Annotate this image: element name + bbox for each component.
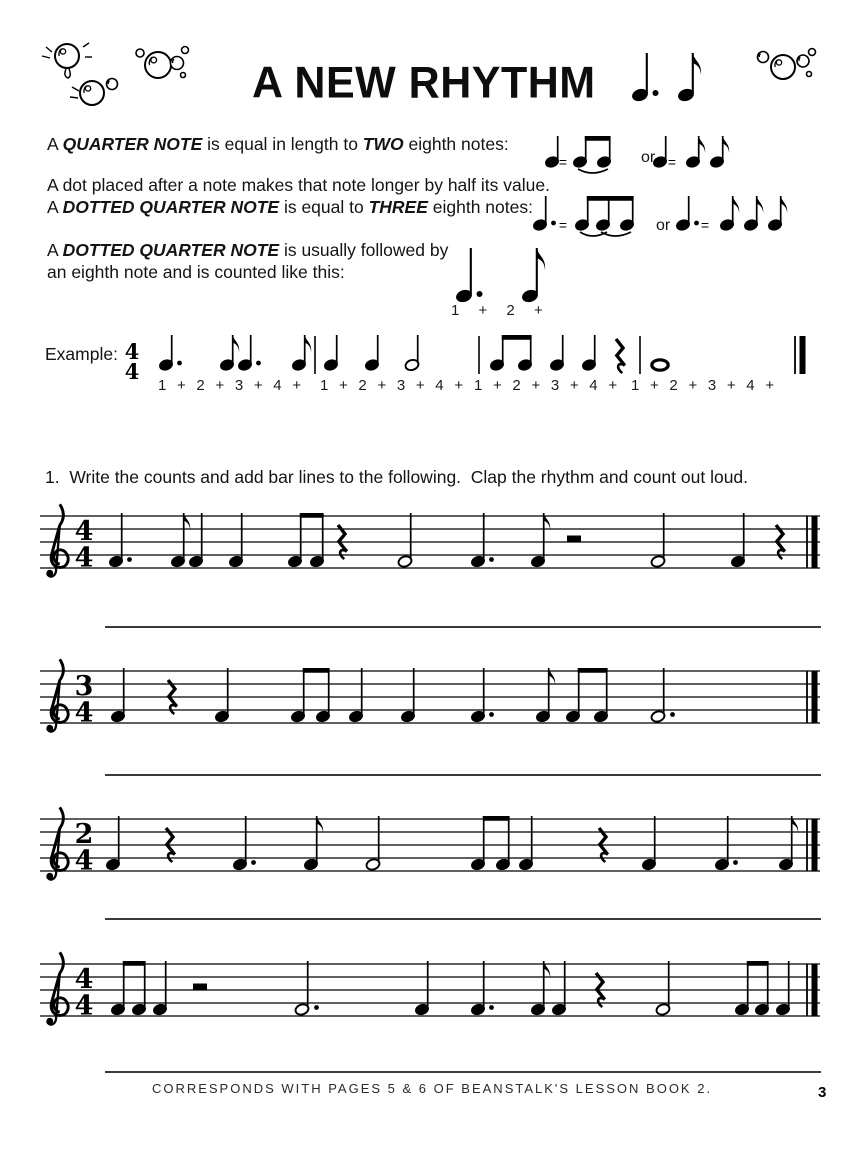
rhythm-staff-1 bbox=[36, 496, 836, 588]
dot-rule-line: A dot placed after a note makes that note longer by half its value. bbox=[47, 175, 550, 195]
svg-text:4: 4 bbox=[124, 359, 140, 384]
bubbles-right-icon bbox=[748, 44, 833, 89]
answer-line-4 bbox=[105, 1071, 821, 1073]
counting-rule-line2: an eighth note and is counted like this: bbox=[47, 261, 345, 282]
svg-text:4: 4 bbox=[74, 516, 94, 547]
svg-text:4: 4 bbox=[74, 697, 94, 729]
answer-line-3 bbox=[105, 918, 821, 920]
page-title: A NEW RHYTHM bbox=[252, 58, 596, 108]
text-segment-bold: TWO bbox=[362, 134, 404, 154]
counting-rule-text bbox=[47, 240, 448, 283]
svg-text:=: = bbox=[558, 154, 568, 170]
or-label: or bbox=[656, 217, 671, 234]
svg-text:3: 3 bbox=[74, 671, 94, 702]
dotted-quarter-rule-line bbox=[47, 197, 550, 219]
dotted-note-rule-text bbox=[47, 175, 550, 218]
text-segment-bold: THREE bbox=[368, 196, 428, 217]
svg-text:=: = bbox=[700, 217, 710, 233]
text-segment-bold: DOTTED QUARTER NOTE bbox=[62, 240, 280, 260]
text-segment-bold: DOTTED QUARTER NOTE bbox=[62, 196, 280, 217]
counting-demo-notes-icon bbox=[450, 240, 570, 304]
example-count-group-4: 1 + 2 + 3 + 4 + bbox=[631, 377, 775, 394]
text-segment: eighth notes: bbox=[427, 196, 533, 217]
svg-text:4: 4 bbox=[74, 542, 94, 574]
text-segment: is usually followed by bbox=[279, 240, 449, 260]
text-segment: is equal in length to bbox=[202, 134, 363, 154]
text-segment: A bbox=[47, 240, 63, 260]
svg-text:=: = bbox=[558, 217, 568, 233]
text-segment-bold: QUARTER NOTE bbox=[62, 134, 203, 154]
svg-text:4: 4 bbox=[74, 990, 94, 1022]
svg-text:4: 4 bbox=[74, 964, 94, 995]
text-segment: is equal to bbox=[279, 196, 369, 217]
example-count-group-3: 1 + 2 + 3 + 4 + bbox=[474, 377, 618, 394]
page-number: 3 bbox=[818, 1084, 827, 1101]
count-demo-labels: 1 + 2 + bbox=[451, 302, 543, 319]
rhythm-staff-2 bbox=[36, 651, 836, 743]
or-label: or bbox=[641, 149, 656, 166]
example-count-group-1: 1 + 2 + 3 + 4 + bbox=[158, 377, 302, 394]
text-segment: A bbox=[47, 134, 63, 154]
answer-line-1 bbox=[105, 626, 821, 628]
svg-text:2: 2 bbox=[74, 819, 94, 850]
bubbles-left-icon bbox=[36, 34, 211, 129]
text-segment: A bbox=[47, 196, 63, 217]
example-label: Example: bbox=[45, 344, 118, 364]
answer-line-2 bbox=[105, 774, 821, 776]
footer-correspondence-text: CORRESPONDS WITH PAGES 5 & 6 OF BEANSTALK'S LESSON BOOK 2. bbox=[151, 1081, 713, 1096]
svg-text:4: 4 bbox=[74, 845, 94, 877]
svg-text:4: 4 bbox=[124, 339, 140, 364]
quarter-note-rule-text bbox=[47, 134, 509, 156]
dotted-quarter-equals-eighths-notation-icon bbox=[530, 183, 820, 247]
dotted-quarter-and-eighth-note-icon bbox=[616, 48, 726, 110]
exercise-instruction: 1. Write the counts and add bar lines to the following. Clap the rhythm and count out loud. bbox=[45, 467, 749, 487]
example-count-group-2: 1 + 2 + 3 + 4 + bbox=[320, 377, 464, 394]
rhythm-staff-4 bbox=[36, 944, 836, 1036]
rhythm-staff-3 bbox=[36, 799, 836, 891]
counting-rule-line1 bbox=[47, 240, 448, 262]
svg-text:=: = bbox=[667, 154, 677, 170]
text-segment: eighth notes: bbox=[403, 134, 509, 154]
